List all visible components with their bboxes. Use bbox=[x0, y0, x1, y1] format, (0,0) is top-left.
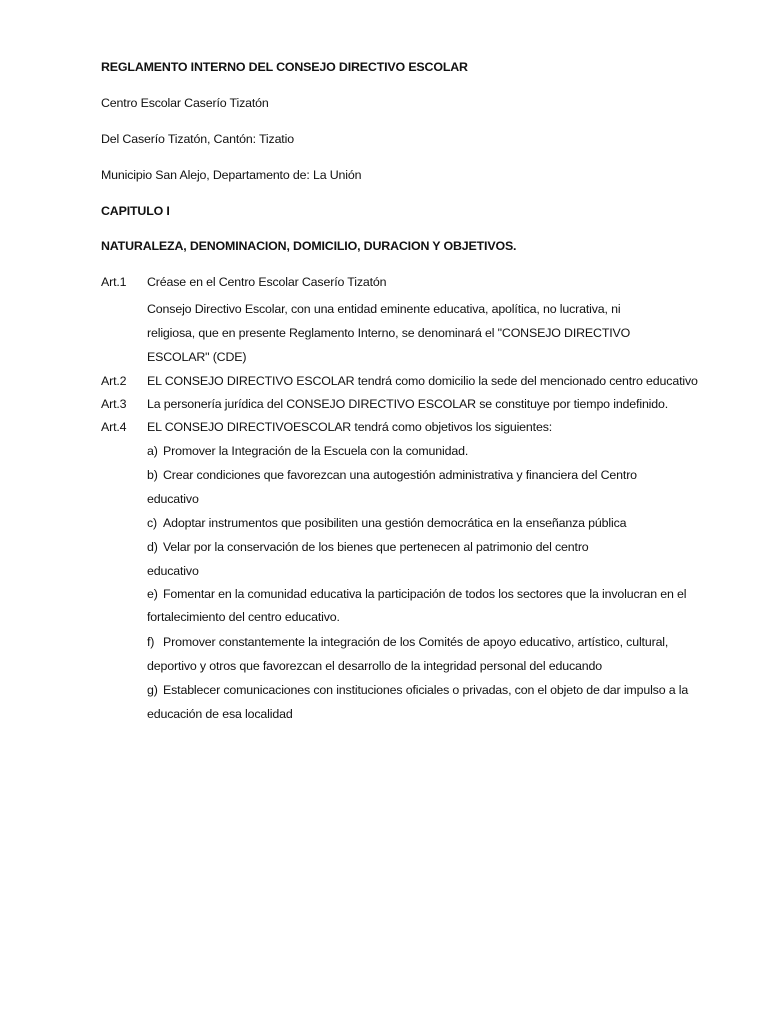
location-line: Del Caserío Tizatón, Cantón: Tizatio bbox=[101, 132, 294, 146]
objective-line: Crear condiciones que favorezcan una autogestión administrativa y financiera del Centro bbox=[163, 468, 637, 482]
chapter-title: NATURALEZA, DENOMINACION, DOMICILIO, DURACION Y OBJETIVOS. bbox=[101, 239, 517, 253]
objective-line: Adoptar instrumentos que posibiliten una gestión democrática en la enseñanza pública bbox=[163, 516, 627, 530]
article-line: Créase en el Centro Escolar Caserío Tizatón bbox=[147, 275, 387, 289]
objective-line: Fomentar en la comunidad educativa la participación de todos los sectores que la involucran en el bbox=[163, 587, 687, 601]
objective-letter: e) bbox=[147, 587, 158, 601]
school-name: Centro Escolar Caserío Tizatón bbox=[101, 96, 269, 110]
chapter-heading: CAPITULO I bbox=[101, 204, 170, 218]
objective-item bbox=[147, 634, 668, 650]
article-number: Art.1 bbox=[101, 275, 127, 289]
objective-letter: d) bbox=[147, 540, 158, 554]
objective-letter: a) bbox=[147, 444, 158, 458]
objective-line: educativo bbox=[147, 492, 199, 506]
objective-line: Velar por la conservación de los bienes que pertenecen al patrimonio del centro bbox=[163, 540, 589, 554]
article-line: La personería jurídica del CONSEJO DIRECTIVO ESCOLAR se constituye por tiempo indefinido. bbox=[147, 397, 669, 411]
objective-line: educativo bbox=[147, 564, 199, 578]
objective-item bbox=[147, 467, 637, 483]
objective-letter: f) bbox=[147, 635, 155, 649]
objective-line: Promover la Integración de la Escuela con la comunidad. bbox=[163, 444, 469, 458]
objective-item bbox=[147, 443, 468, 459]
article-line: EL CONSEJO DIRECTIVOESCOLAR tendrá como objetivos los siguientes: bbox=[147, 420, 553, 434]
objective-item bbox=[147, 539, 589, 555]
objective-line: Establecer comunicaciones con instituciones oficiales o privadas, con el objeto de dar impulso a la bbox=[163, 683, 689, 697]
objective-line: Promover constantemente la integración de los Comités de apoyo educativo, artístico, cultural, bbox=[163, 635, 669, 649]
objective-letter: b) bbox=[147, 468, 158, 482]
objective-item bbox=[147, 586, 686, 602]
article-number: Art.3 bbox=[101, 397, 127, 411]
objective-line: educación de esa localidad bbox=[147, 707, 293, 721]
article-line: ESCOLAR" (CDE) bbox=[147, 350, 247, 364]
article-line: Consejo Directivo Escolar, con una entidad eminente educativa, apolítica, no lucrativa, ni bbox=[147, 302, 621, 316]
article-number: Art.2 bbox=[101, 374, 127, 388]
article-line: religiosa, que en presente Reglamento Interno, se denominará el "CONSEJO DIRECTIVO bbox=[147, 326, 631, 340]
objective-letter: c) bbox=[147, 516, 158, 530]
objective-item bbox=[147, 515, 626, 531]
objective-letter: g) bbox=[147, 683, 158, 697]
objective-line: deportivo y otros que favorezcan el desarrollo de la integridad personal del educando bbox=[147, 659, 602, 673]
document-title: REGLAMENTO INTERNO DEL CONSEJO DIRECTIVO ESCOLAR bbox=[101, 60, 468, 74]
objective-item bbox=[147, 682, 688, 698]
objective-line: fortalecimiento del centro educativo. bbox=[147, 610, 340, 624]
municipality-line: Municipio San Alejo, Departamento de: La Unión bbox=[101, 168, 362, 182]
article-number: Art.4 bbox=[101, 420, 127, 434]
article-line: EL CONSEJO DIRECTIVO ESCOLAR tendrá como domicilio la sede del mencionado centro educativo bbox=[147, 374, 698, 388]
